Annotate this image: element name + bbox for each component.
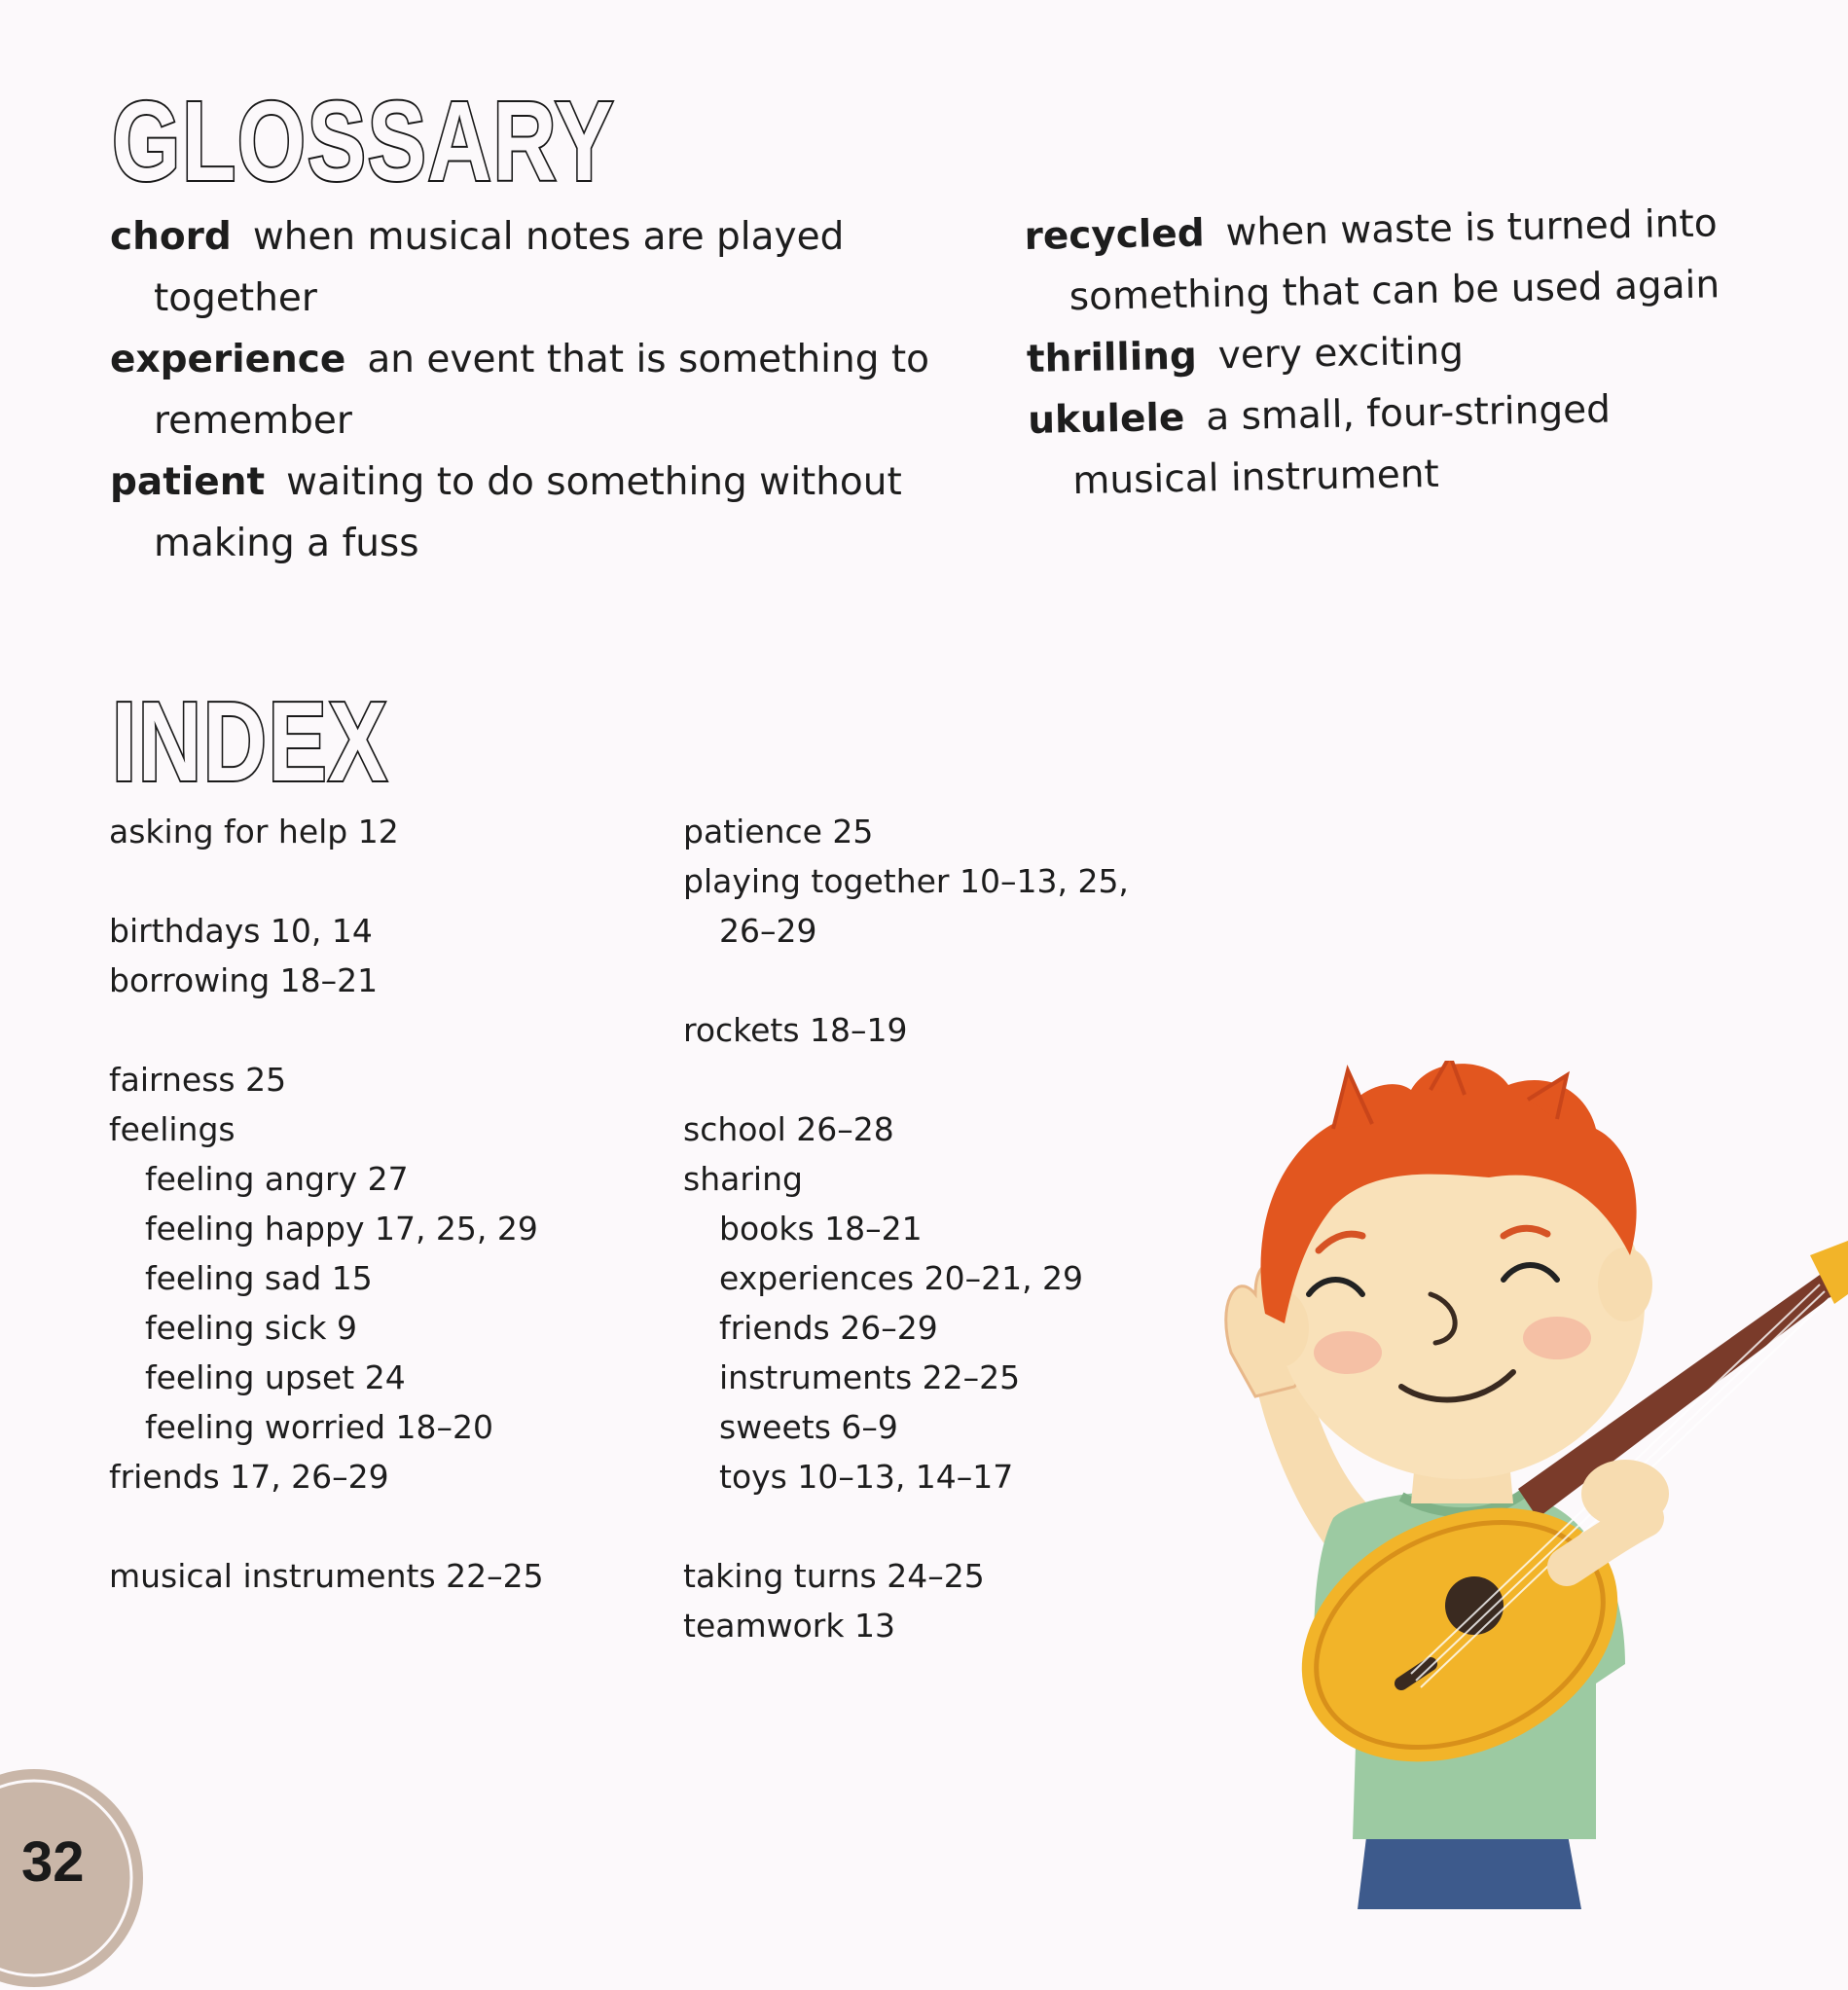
index-entry: teamwork 13 [683,1607,895,1645]
glossary-definition: waiting to do something without making a fuss [154,460,902,565]
glossary-entry [1024,192,1765,329]
index-subentry: friends 26–29 [719,1309,938,1347]
glossary-entry [110,329,937,452]
page-number: 32 [21,1830,85,1894]
glossary-term: chord [110,215,232,259]
index-subentry: toys 10–13, 14–17 [719,1458,1014,1496]
index-left-column [109,807,693,1601]
index-subentry: feeling angry 27 [145,1160,409,1198]
index-subentry: feeling happy 17, 25, 29 [145,1210,538,1248]
glossary-entry [1028,376,1769,513]
index-entry: feelings [109,1110,236,1148]
index-subentry: instruments 22–25 [719,1358,1021,1396]
index-subentry: experiences 20–21, 29 [719,1259,1084,1297]
index-entry: friends 17, 26–29 [109,1458,389,1496]
glossary-term: thrilling [1026,334,1198,381]
glossary-definition: an event that is something to remember [154,338,930,443]
index-entry: musical instruments 22–25 [109,1557,544,1595]
index-entry: sharing [683,1160,803,1198]
index-heading: INDEX [112,678,389,805]
glossary-term: experience [110,338,346,381]
glossary-definition: a small, four-stringed musical instrument [1072,387,1612,504]
index-entry: school 26–28 [683,1110,894,1148]
index-subentry: books 18–21 [719,1210,923,1248]
boy-with-ukulele-icon [1139,1061,1848,1909]
index-entry: playing together 10–13, 25, [683,862,1129,900]
index-entry: taking turns 24–25 [683,1557,985,1595]
index-entry: fairness 25 [109,1061,287,1099]
index-subentry: feeling sick 9 [145,1309,358,1347]
index-subentry: feeling sad 15 [145,1259,373,1297]
glossary-term: recycled [1024,211,1206,259]
glossary-term: patient [110,460,266,504]
index-subentry: feeling upset 24 [145,1358,406,1396]
glossary-definition: when musical notes are played together [154,215,845,320]
glossary-definition: very exciting [1217,329,1465,379]
index-entry: borrowing 18–21 [109,961,379,999]
index-subentry: sweets 6–9 [719,1408,898,1446]
index-entry: asking for help 12 [109,813,399,850]
glossary-term: ukulele [1027,395,1185,443]
index-subentry: feeling worried 18–20 [145,1408,494,1446]
glossary-entry [110,452,937,574]
glossary-right-column [1024,192,1769,513]
index-entry-continuation: 26–29 [719,912,817,950]
glossary-heading: GLOSSARY [112,78,615,204]
glossary-definition: when waste is turned into something that can be used again [1069,201,1721,320]
index-entry: rockets 18–19 [683,1011,908,1049]
glossary-left-column [110,206,937,574]
glossary-entry [110,206,937,329]
index-entry: patience 25 [683,813,874,850]
index-entry: birthdays 10, 14 [109,912,373,950]
